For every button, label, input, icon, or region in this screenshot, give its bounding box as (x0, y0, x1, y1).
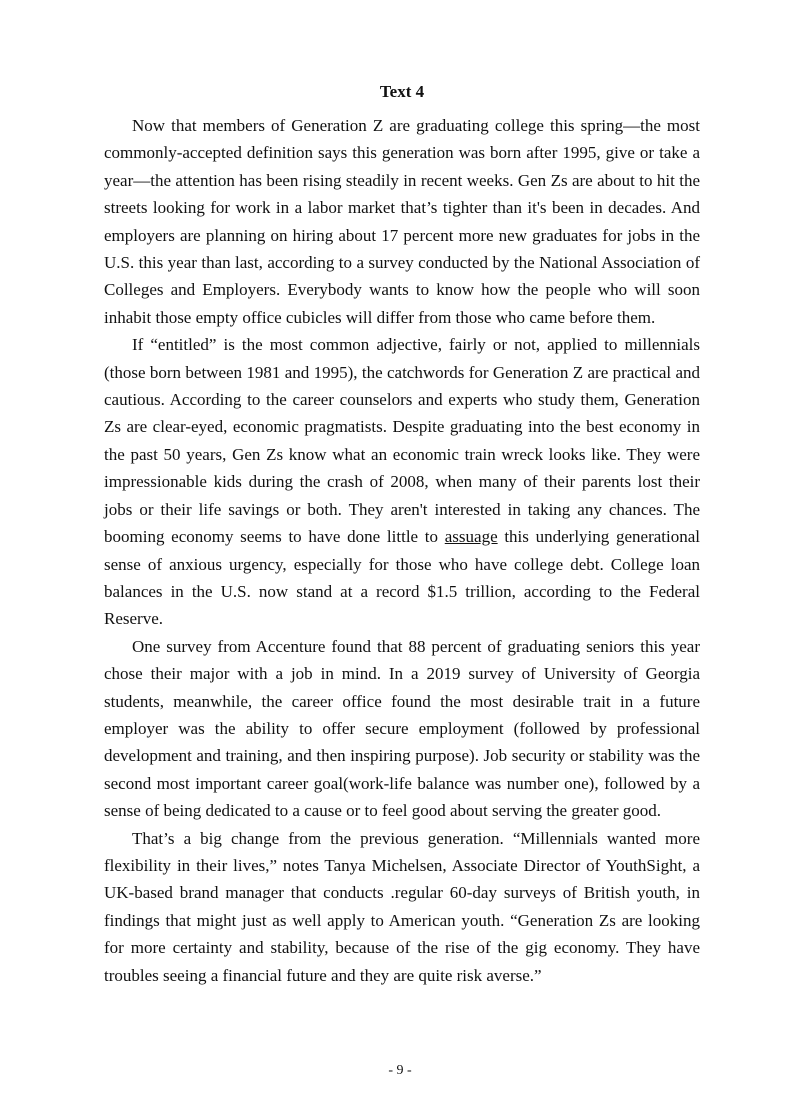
paragraph-2-part-after: this underlying generational sense of anxious urgency, especially for those who have college debt. College loan balances in the U.S. now stand at a record $1.5 trillion, according to the Federal Reserve. (104, 527, 700, 629)
document-page (104, 80, 700, 989)
page-number: - 9 - (388, 1063, 412, 1078)
underlined-word-assuage: assuage (444, 527, 498, 547)
paragraph-2-part-before: If “entitled” is the most common adjective, fairly or not, applied to millennials (those born between 1981 and 1995), the catchwords for Generation Z are practical and cautious. According to the career counselors and experts who study them, Generation Zs are clear-eyed, economic pragmatists. Despite graduating into the best economy in the past 50 years, Gen Zs know what an economic train wreck looks like. They were impressionable kids during the crash of 2008, when many of their parents lost their jobs or their life savings or both. They aren't interested in taking any chances. The booming economy seems to have done little to (104, 335, 700, 547)
text-title: Text 4 (379, 82, 425, 101)
paragraph-4: That’s a big change from the previous generation. “Millennials wanted more flexibility in their lives,” notes Tanya Michelsen, Associate Director of YouthSight, a UK-based brand manager that conducts .regular 60-day surveys of British youth, in findings that might just as well apply to American youth. “Generation Zs are looking for more certainty and stability, because of the rise of the gig economy. They have troubles seeing a financial future and they are quite risk averse.” (104, 828, 700, 985)
paragraph-3: One survey from Accenture found that 88 percent of graduating seniors this year chose their major with a job in mind. In a 2019 survey of University of Georgia students, meanwhile, the career office found the most desirable trait in a future employer was the ability to offer secure employment (followed by professional development and training, and then inspiring purpose). Job security or stability was the second most important career goal(work-life balance was number one), followed by a sense of being dedicated to a cause or to feel good about serving the greater good. (104, 636, 700, 821)
paragraph-1: Now that members of Generation Z are graduating college this spring—the most commonly-accepted definition says this generation was born after 1995, give or take a year—the attention has been rising steadily in recent weeks. Gen Zs are about to hit the streets looking for work in a labor market that’s tighter than it's been in decades. And employers are planning on hiring about 17 percent more new graduates for jobs in the U.S. this year than last, according to a survey conducted by the National Association of Colleges and Employers. Everybody wants to know how the people who will soon inhabit those empty office cubicles will differ from those who came before them. (104, 116, 700, 327)
paragraph-2 (104, 331, 700, 632)
